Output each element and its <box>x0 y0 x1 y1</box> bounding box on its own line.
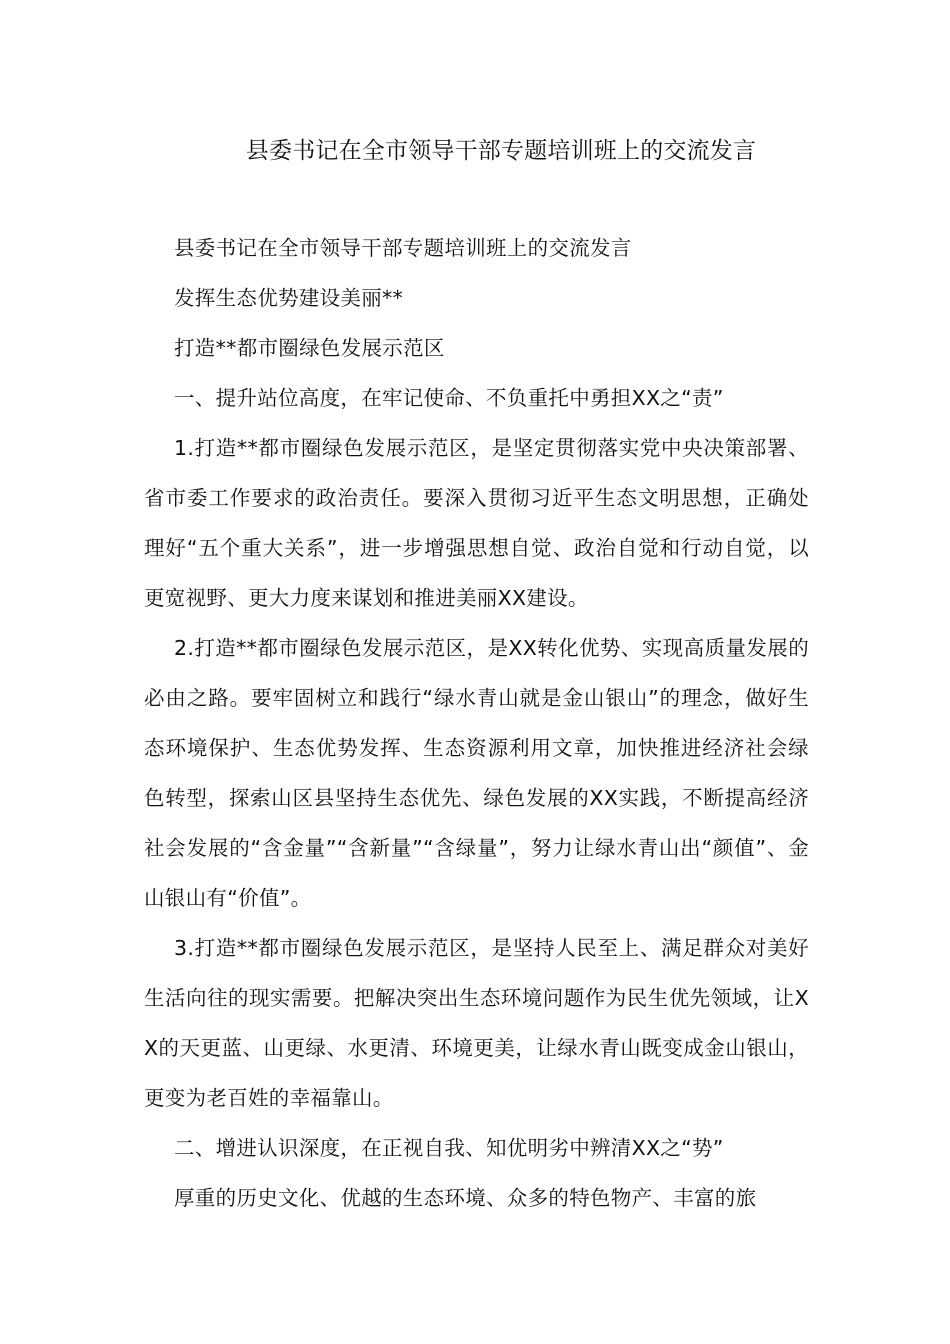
paragraph-point-1: 1.打造**都市圈绿色发展示范区，是坚定贯彻落实党中央决策部署、省市委工作要求的政治责任。要深入贯彻习近平生态文明思想，正确处理好“五个重大关系”，进一步增强思想自觉、政治自觉和行动自觉，以更宽视野、更大力度来谋划和推进美丽XX建设。 <box>144 436 809 610</box>
paragraph-subtitle: 县委书记在全市领导干部专题培训班上的交流发言 <box>174 236 632 260</box>
paragraph-point-2: 2.打造**都市圈绿色发展示范区，是XX转化优势、实现高质量发展的必由之路。要牢固树立和践行“绿水青山就是金山银山”的理念，做好生态环境保护、生态优势发挥、生态资源利用文章，加快推进经济社会绿色转型，探索山区县坚持生态优先、绿色发展的XX实践，不断提高经济社会发展的“含金量”“含新量”“含绿量”，努力让绿水青山出“颜值”、金山银山有“价值”。 <box>144 636 809 910</box>
section-heading-1: 一、提升站位高度，在牢记使命、不负重托中勇担XX之“责” <box>174 386 724 410</box>
section-heading-2: 二、增进认识深度，在正视自我、知优明劣中辨清XX之“势” <box>174 1136 724 1160</box>
document-body <box>144 223 809 1223</box>
paragraph-headline: 发挥生态优势建设美丽** <box>174 286 404 310</box>
document-title: 县委书记在全市领导干部专题培训班上的交流发言 <box>245 138 757 164</box>
paragraph-point-3: 3.打造**都市圈绿色发展示范区，是坚持人民至上、满足群众对美好生活向往的现实需要。把解决突出生态环境问题作为民生优先领域，让XX的天更蓝、山更绿、水更清、环境更美，让绿水青山既变成金山银山，更变为老百姓的幸福靠山。 <box>144 936 809 1110</box>
paragraph-continuation: 厚重的历史文化、优越的生态环境、众多的特色物产、丰富的旅 <box>174 1186 757 1210</box>
paragraph-subheadline: 打造**都市圈绿色发展示范区 <box>174 336 445 360</box>
